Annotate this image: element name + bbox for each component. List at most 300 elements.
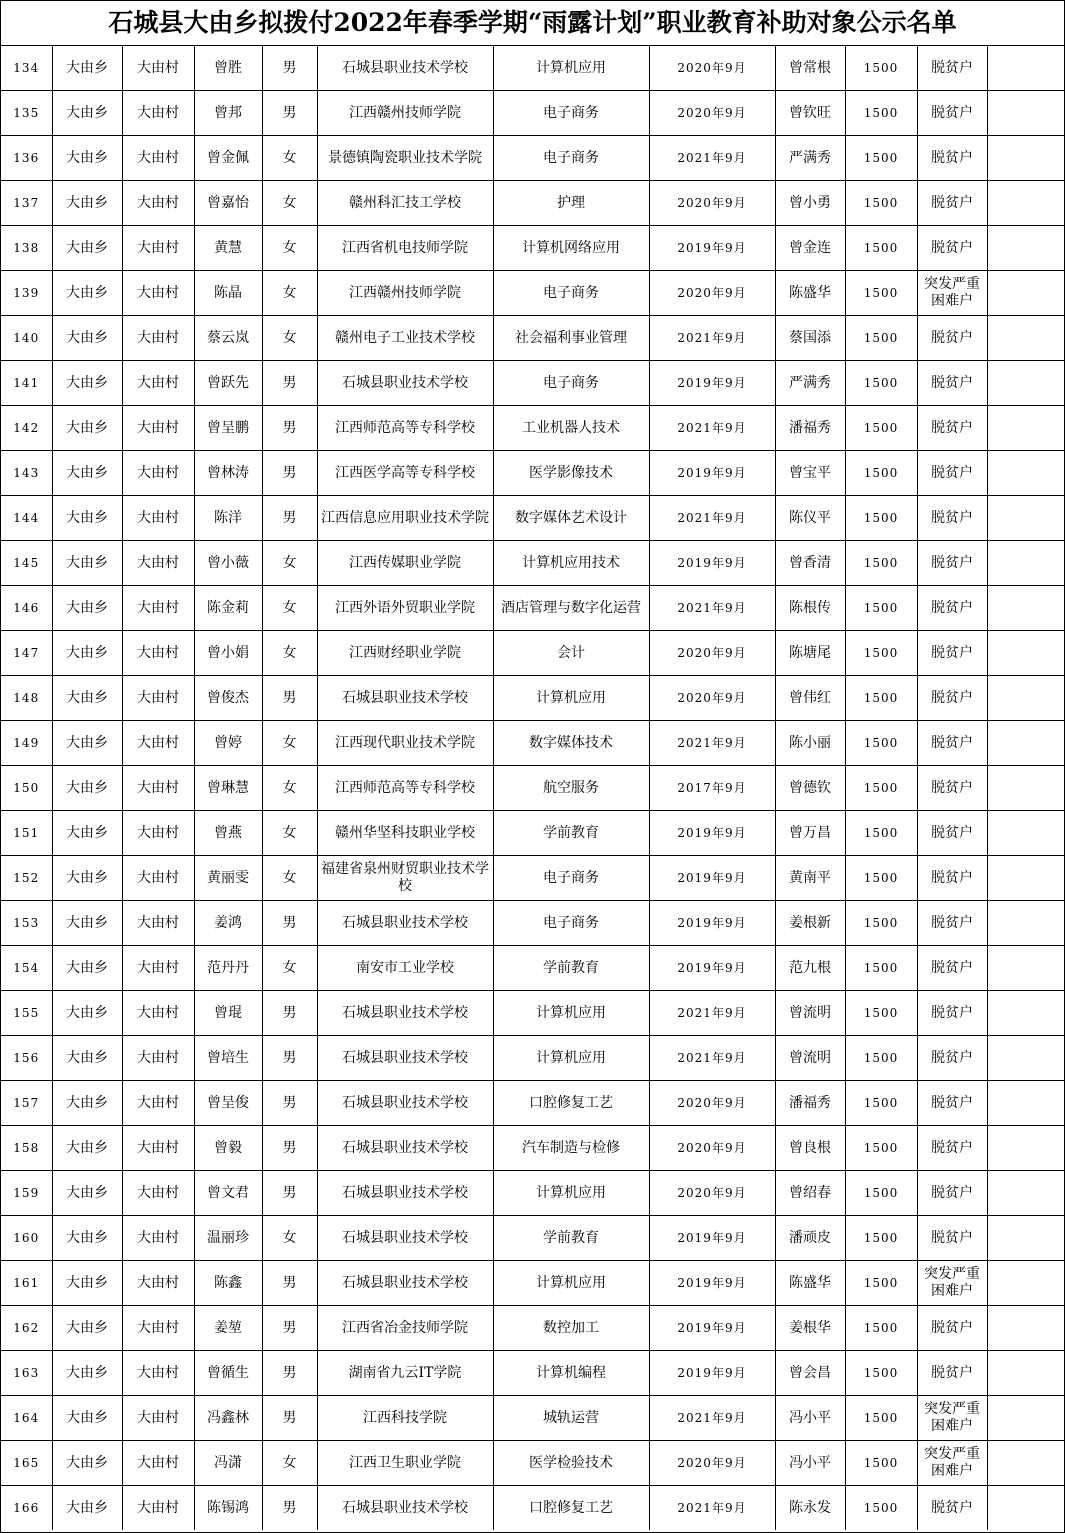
cell-major: 电子商务 — [493, 136, 649, 181]
table-row — [1, 991, 1064, 1036]
cell-student-name: 曾小薇 — [194, 541, 262, 586]
table-row — [1, 361, 1064, 406]
cell-amount: 1500 — [845, 811, 917, 856]
cell-gender: 男 — [262, 1081, 317, 1126]
cell-guardian: 曾绍春 — [775, 1171, 845, 1216]
cell-school: 石城县职业技术学校 — [317, 46, 493, 91]
cell-student-name: 姜堃 — [194, 1306, 262, 1351]
cell-remark — [987, 1441, 1064, 1486]
cell-school: 石城县职业技术学校 — [317, 991, 493, 1036]
cell-remark — [987, 766, 1064, 811]
cell-remark — [987, 46, 1064, 91]
cell-major: 口腔修复工艺 — [493, 1081, 649, 1126]
cell-township: 大由乡 — [52, 766, 122, 811]
cell-major: 计算机应用 — [493, 676, 649, 721]
cell-student-name: 陈鑫 — [194, 1261, 262, 1306]
table-row — [1, 766, 1064, 811]
cell-amount: 1500 — [845, 1306, 917, 1351]
cell-school: 江西现代职业技术学院 — [317, 721, 493, 766]
cell-major: 会计 — [493, 631, 649, 676]
cell-school: 江西赣州技师学院 — [317, 91, 493, 136]
cell-gender: 女 — [262, 1216, 317, 1261]
cell-major: 电子商务 — [493, 91, 649, 136]
cell-gender: 男 — [262, 1261, 317, 1306]
cell-major: 数控加工 — [493, 1306, 649, 1351]
cell-household-category: 脱贫户 — [917, 1486, 987, 1531]
cell-gender: 男 — [262, 676, 317, 721]
cell-enrollment-date: 2019年9月 — [649, 901, 775, 946]
cell-village: 大由村 — [122, 1171, 194, 1216]
cell-enrollment-date: 2019年9月 — [649, 541, 775, 586]
cell-student-name: 范丹丹 — [194, 946, 262, 991]
cell-student-name: 曾小娟 — [194, 631, 262, 676]
cell-village: 大由村 — [122, 451, 194, 496]
cell-village: 大由村 — [122, 766, 194, 811]
cell-gender: 男 — [262, 406, 317, 451]
cell-village: 大由村 — [122, 1486, 194, 1531]
cell-no: 141 — [1, 361, 52, 406]
cell-household-category: 脱贫户 — [917, 1081, 987, 1126]
table-row — [1, 46, 1064, 91]
cell-enrollment-date: 2019年9月 — [649, 1261, 775, 1306]
cell-village: 大由村 — [122, 1396, 194, 1441]
cell-enrollment-date: 2020年9月 — [649, 271, 775, 316]
cell-amount: 1500 — [845, 586, 917, 631]
cell-household-category: 脱贫户 — [917, 631, 987, 676]
cell-gender: 女 — [262, 631, 317, 676]
cell-household-category: 脱贫户 — [917, 1036, 987, 1081]
cell-township: 大由乡 — [52, 271, 122, 316]
cell-no: 139 — [1, 271, 52, 316]
cell-remark — [987, 811, 1064, 856]
table-row — [1, 271, 1064, 316]
cell-amount: 1500 — [845, 316, 917, 361]
cell-village: 大由村 — [122, 1306, 194, 1351]
cell-school: 江西师范高等专科学校 — [317, 766, 493, 811]
cell-school: 赣州科汇技工学校 — [317, 181, 493, 226]
cell-no: 155 — [1, 991, 52, 1036]
cell-amount: 1500 — [845, 181, 917, 226]
cell-guardian: 曾万昌 — [775, 811, 845, 856]
cell-village: 大由村 — [122, 676, 194, 721]
cell-gender: 女 — [262, 811, 317, 856]
cell-gender: 男 — [262, 1126, 317, 1171]
cell-remark — [987, 1486, 1064, 1531]
cell-amount: 1500 — [845, 1441, 917, 1486]
cell-major: 汽车制造与检修 — [493, 1126, 649, 1171]
cell-no: 148 — [1, 676, 52, 721]
cell-guardian: 潘福秀 — [775, 1081, 845, 1126]
cell-village: 大由村 — [122, 496, 194, 541]
cell-school: 江西传媒职业学院 — [317, 541, 493, 586]
cell-township: 大由乡 — [52, 991, 122, 1036]
table-row — [1, 1036, 1064, 1081]
cell-household-category: 脱贫户 — [917, 1351, 987, 1396]
cell-village: 大由村 — [122, 1126, 194, 1171]
cell-village: 大由村 — [122, 1216, 194, 1261]
table-row — [1, 1171, 1064, 1216]
cell-township: 大由乡 — [52, 1261, 122, 1306]
cell-enrollment-date: 2021年9月 — [649, 496, 775, 541]
cell-township: 大由乡 — [52, 316, 122, 361]
cell-no: 166 — [1, 1486, 52, 1531]
cell-guardian: 冯小平 — [775, 1441, 845, 1486]
cell-gender: 男 — [262, 1036, 317, 1081]
cell-school: 南安市工业学校 — [317, 946, 493, 991]
cell-gender: 男 — [262, 1486, 317, 1531]
cell-gender: 女 — [262, 946, 317, 991]
cell-guardian: 黄南平 — [775, 856, 845, 901]
cell-no: 159 — [1, 1171, 52, 1216]
cell-township: 大由乡 — [52, 181, 122, 226]
cell-household-category: 突发严重困难户 — [917, 1396, 987, 1441]
cell-no: 150 — [1, 766, 52, 811]
cell-household-category: 脱贫户 — [917, 991, 987, 1036]
cell-no: 153 — [1, 901, 52, 946]
cell-guardian: 陈永发 — [775, 1486, 845, 1531]
cell-school: 石城县职业技术学校 — [317, 901, 493, 946]
cell-amount: 1500 — [845, 766, 917, 811]
cell-village: 大由村 — [122, 406, 194, 451]
cell-amount: 1500 — [845, 1486, 917, 1531]
cell-enrollment-date: 2020年9月 — [649, 91, 775, 136]
cell-major: 工业机器人技术 — [493, 406, 649, 451]
cell-amount: 1500 — [845, 631, 917, 676]
cell-amount: 1500 — [845, 1261, 917, 1306]
cell-student-name: 曾培生 — [194, 1036, 262, 1081]
cell-remark — [987, 1261, 1064, 1306]
cell-remark — [987, 946, 1064, 991]
cell-village: 大由村 — [122, 136, 194, 181]
cell-remark — [987, 1081, 1064, 1126]
cell-remark — [987, 631, 1064, 676]
table-row — [1, 1081, 1064, 1126]
cell-major: 计算机编程 — [493, 1351, 649, 1396]
cell-student-name: 曾燕 — [194, 811, 262, 856]
cell-amount: 1500 — [845, 1396, 917, 1441]
cell-no: 163 — [1, 1351, 52, 1396]
cell-enrollment-date: 2021年9月 — [649, 1036, 775, 1081]
table-row — [1, 811, 1064, 856]
table-row — [1, 316, 1064, 361]
cell-school: 江西财经职业学院 — [317, 631, 493, 676]
table-row — [1, 676, 1064, 721]
cell-household-category: 脱贫户 — [917, 181, 987, 226]
cell-no: 145 — [1, 541, 52, 586]
cell-household-category: 脱贫户 — [917, 316, 987, 361]
cell-guardian: 陈塘尾 — [775, 631, 845, 676]
table-row — [1, 1396, 1064, 1441]
cell-school: 江西信息应用职业技术学院 — [317, 496, 493, 541]
cell-school: 石城县职业技术学校 — [317, 1171, 493, 1216]
table-body — [1, 46, 1064, 1530]
cell-student-name: 陈锡鸿 — [194, 1486, 262, 1531]
cell-major: 电子商务 — [493, 901, 649, 946]
cell-major: 数字媒体技术 — [493, 721, 649, 766]
cell-remark — [987, 856, 1064, 901]
cell-amount: 1500 — [845, 136, 917, 181]
cell-guardian: 姜根华 — [775, 1306, 845, 1351]
cell-remark — [987, 496, 1064, 541]
cell-amount: 1500 — [845, 91, 917, 136]
cell-enrollment-date: 2019年9月 — [649, 1306, 775, 1351]
cell-guardian: 严满秀 — [775, 361, 845, 406]
cell-gender: 女 — [262, 586, 317, 631]
cell-student-name: 曾跃先 — [194, 361, 262, 406]
cell-no: 144 — [1, 496, 52, 541]
cell-household-category: 脱贫户 — [917, 811, 987, 856]
cell-remark — [987, 676, 1064, 721]
cell-gender: 女 — [262, 766, 317, 811]
cell-amount: 1500 — [845, 541, 917, 586]
cell-student-name: 曾婷 — [194, 721, 262, 766]
cell-village: 大由村 — [122, 181, 194, 226]
cell-guardian: 曾小勇 — [775, 181, 845, 226]
cell-student-name: 陈晶 — [194, 271, 262, 316]
cell-no: 151 — [1, 811, 52, 856]
cell-household-category: 脱贫户 — [917, 586, 987, 631]
cell-enrollment-date: 2021年9月 — [649, 586, 775, 631]
cell-student-name: 冯鑫林 — [194, 1396, 262, 1441]
cell-gender: 男 — [262, 1171, 317, 1216]
cell-amount: 1500 — [845, 1171, 917, 1216]
cell-village: 大由村 — [122, 226, 194, 271]
cell-remark — [987, 181, 1064, 226]
cell-household-category: 突发严重困难户 — [917, 1441, 987, 1486]
cell-school: 江西赣州技师学院 — [317, 271, 493, 316]
cell-no: 146 — [1, 586, 52, 631]
cell-no: 156 — [1, 1036, 52, 1081]
cell-household-category: 脱贫户 — [917, 91, 987, 136]
cell-guardian: 陈盛华 — [775, 271, 845, 316]
cell-school: 石城县职业技术学校 — [317, 676, 493, 721]
cell-major: 电子商务 — [493, 271, 649, 316]
cell-remark — [987, 586, 1064, 631]
cell-guardian: 曾宝平 — [775, 451, 845, 496]
cell-enrollment-date: 2020年9月 — [649, 1171, 775, 1216]
cell-remark — [987, 991, 1064, 1036]
cell-household-category: 脱贫户 — [917, 901, 987, 946]
cell-township: 大由乡 — [52, 1081, 122, 1126]
cell-school: 石城县职业技术学校 — [317, 1036, 493, 1081]
cell-major: 航空服务 — [493, 766, 649, 811]
cell-enrollment-date: 2020年9月 — [649, 1126, 775, 1171]
cell-no: 137 — [1, 181, 52, 226]
cell-village: 大由村 — [122, 91, 194, 136]
cell-enrollment-date: 2021年9月 — [649, 136, 775, 181]
cell-student-name: 曾琨 — [194, 991, 262, 1036]
cell-village: 大由村 — [122, 271, 194, 316]
table-row — [1, 496, 1064, 541]
cell-township: 大由乡 — [52, 1036, 122, 1081]
cell-school: 石城县职业技术学校 — [317, 1216, 493, 1261]
cell-gender: 男 — [262, 991, 317, 1036]
cell-school: 赣州电子工业技术学校 — [317, 316, 493, 361]
cell-remark — [987, 1351, 1064, 1396]
cell-enrollment-date: 2019年9月 — [649, 856, 775, 901]
cell-major: 酒店管理与数字化运营 — [493, 586, 649, 631]
cell-school: 湖南省九云IT学院 — [317, 1351, 493, 1396]
cell-township: 大由乡 — [52, 811, 122, 856]
cell-enrollment-date: 2019年9月 — [649, 1351, 775, 1396]
cell-village: 大由村 — [122, 991, 194, 1036]
cell-township: 大由乡 — [52, 361, 122, 406]
cell-school: 江西外语外贸职业学院 — [317, 586, 493, 631]
cell-household-category: 脱贫户 — [917, 496, 987, 541]
cell-major: 医学影像技术 — [493, 451, 649, 496]
cell-household-category: 脱贫户 — [917, 46, 987, 91]
cell-amount: 1500 — [845, 1216, 917, 1261]
cell-remark — [987, 541, 1064, 586]
table-row — [1, 1126, 1064, 1171]
cell-school: 江西卫生职业学院 — [317, 1441, 493, 1486]
cell-enrollment-date: 2021年9月 — [649, 721, 775, 766]
cell-no: 160 — [1, 1216, 52, 1261]
cell-household-category: 脱贫户 — [917, 1216, 987, 1261]
cell-school: 江西师范高等专科学校 — [317, 406, 493, 451]
cell-enrollment-date: 2017年9月 — [649, 766, 775, 811]
cell-remark — [987, 361, 1064, 406]
table-row — [1, 136, 1064, 181]
table-row — [1, 451, 1064, 496]
cell-school: 福建省泉州财贸职业技术学校 — [317, 856, 493, 901]
cell-gender: 女 — [262, 1441, 317, 1486]
cell-township: 大由乡 — [52, 721, 122, 766]
cell-household-category: 脱贫户 — [917, 541, 987, 586]
cell-township: 大由乡 — [52, 1306, 122, 1351]
cell-village: 大由村 — [122, 541, 194, 586]
cell-enrollment-date: 2020年9月 — [649, 46, 775, 91]
cell-enrollment-date: 2019年9月 — [649, 451, 775, 496]
cell-village: 大由村 — [122, 46, 194, 91]
cell-no: 161 — [1, 1261, 52, 1306]
cell-gender: 女 — [262, 181, 317, 226]
cell-student-name: 姜鸿 — [194, 901, 262, 946]
cell-guardian: 潘顽皮 — [775, 1216, 845, 1261]
cell-remark — [987, 406, 1064, 451]
cell-major: 医学检验技术 — [493, 1441, 649, 1486]
cell-enrollment-date: 2021年9月 — [649, 1486, 775, 1531]
cell-student-name: 蔡云岚 — [194, 316, 262, 361]
cell-amount: 1500 — [845, 406, 917, 451]
cell-household-category: 脱贫户 — [917, 451, 987, 496]
cell-remark — [987, 1216, 1064, 1261]
cell-major: 社会福利事业管理 — [493, 316, 649, 361]
table-row — [1, 721, 1064, 766]
cell-no: 147 — [1, 631, 52, 676]
cell-household-category: 突发严重困难户 — [917, 1261, 987, 1306]
cell-no: 162 — [1, 1306, 52, 1351]
cell-gender: 男 — [262, 496, 317, 541]
cell-household-category: 脱贫户 — [917, 1306, 987, 1351]
cell-guardian: 陈盛华 — [775, 1261, 845, 1306]
cell-remark — [987, 901, 1064, 946]
cell-household-category: 脱贫户 — [917, 361, 987, 406]
cell-enrollment-date: 2019年9月 — [649, 226, 775, 271]
cell-village: 大由村 — [122, 811, 194, 856]
cell-student-name: 曾林涛 — [194, 451, 262, 496]
cell-enrollment-date: 2020年9月 — [649, 1441, 775, 1486]
cell-student-name: 曾呈俊 — [194, 1081, 262, 1126]
cell-remark — [987, 91, 1064, 136]
cell-guardian: 曾会昌 — [775, 1351, 845, 1396]
cell-village: 大由村 — [122, 1441, 194, 1486]
cell-township: 大由乡 — [52, 1351, 122, 1396]
cell-household-category: 脱贫户 — [917, 136, 987, 181]
cell-guardian: 曾金连 — [775, 226, 845, 271]
cell-village: 大由村 — [122, 316, 194, 361]
cell-township: 大由乡 — [52, 226, 122, 271]
cell-gender: 女 — [262, 136, 317, 181]
cell-major: 学前教育 — [493, 1216, 649, 1261]
cell-household-category: 脱贫户 — [917, 1126, 987, 1171]
cell-township: 大由乡 — [52, 1171, 122, 1216]
cell-no: 157 — [1, 1081, 52, 1126]
subsidy-table — [1, 46, 1064, 1530]
cell-student-name: 陈洋 — [194, 496, 262, 541]
cell-gender: 男 — [262, 901, 317, 946]
cell-major: 计算机网络应用 — [493, 226, 649, 271]
table-row — [1, 406, 1064, 451]
cell-major: 学前教育 — [493, 946, 649, 991]
table-row — [1, 226, 1064, 271]
table-row — [1, 1261, 1064, 1306]
cell-township: 大由乡 — [52, 901, 122, 946]
cell-guardian: 陈根传 — [775, 586, 845, 631]
cell-student-name: 黄慧 — [194, 226, 262, 271]
cell-guardian: 曾德钦 — [775, 766, 845, 811]
cell-no: 140 — [1, 316, 52, 361]
cell-remark — [987, 1171, 1064, 1216]
cell-guardian: 潘福秀 — [775, 406, 845, 451]
cell-household-category: 脱贫户 — [917, 406, 987, 451]
cell-no: 135 — [1, 91, 52, 136]
table-row — [1, 1486, 1064, 1531]
cell-guardian: 曾伟红 — [775, 676, 845, 721]
cell-major: 计算机应用 — [493, 1171, 649, 1216]
cell-enrollment-date: 2019年9月 — [649, 1216, 775, 1261]
cell-village: 大由村 — [122, 1081, 194, 1126]
cell-school: 江西医学高等专科学校 — [317, 451, 493, 496]
cell-student-name: 曾毅 — [194, 1126, 262, 1171]
cell-gender: 男 — [262, 451, 317, 496]
cell-no: 136 — [1, 136, 52, 181]
cell-no: 149 — [1, 721, 52, 766]
cell-enrollment-date: 2019年9月 — [649, 811, 775, 856]
cell-student-name: 冯潇 — [194, 1441, 262, 1486]
cell-household-category: 脱贫户 — [917, 766, 987, 811]
cell-township: 大由乡 — [52, 91, 122, 136]
cell-enrollment-date: 2020年9月 — [649, 676, 775, 721]
cell-township: 大由乡 — [52, 136, 122, 181]
cell-household-category: 脱贫户 — [917, 721, 987, 766]
table-row — [1, 901, 1064, 946]
cell-remark — [987, 1306, 1064, 1351]
table-row — [1, 631, 1064, 676]
cell-remark — [987, 721, 1064, 766]
cell-amount: 1500 — [845, 856, 917, 901]
cell-amount: 1500 — [845, 676, 917, 721]
cell-gender: 男 — [262, 46, 317, 91]
cell-gender: 女 — [262, 316, 317, 361]
cell-guardian: 严满秀 — [775, 136, 845, 181]
cell-gender: 女 — [262, 226, 317, 271]
cell-township: 大由乡 — [52, 406, 122, 451]
cell-household-category: 脱贫户 — [917, 226, 987, 271]
cell-township: 大由乡 — [52, 1486, 122, 1531]
cell-no: 143 — [1, 451, 52, 496]
cell-village: 大由村 — [122, 721, 194, 766]
